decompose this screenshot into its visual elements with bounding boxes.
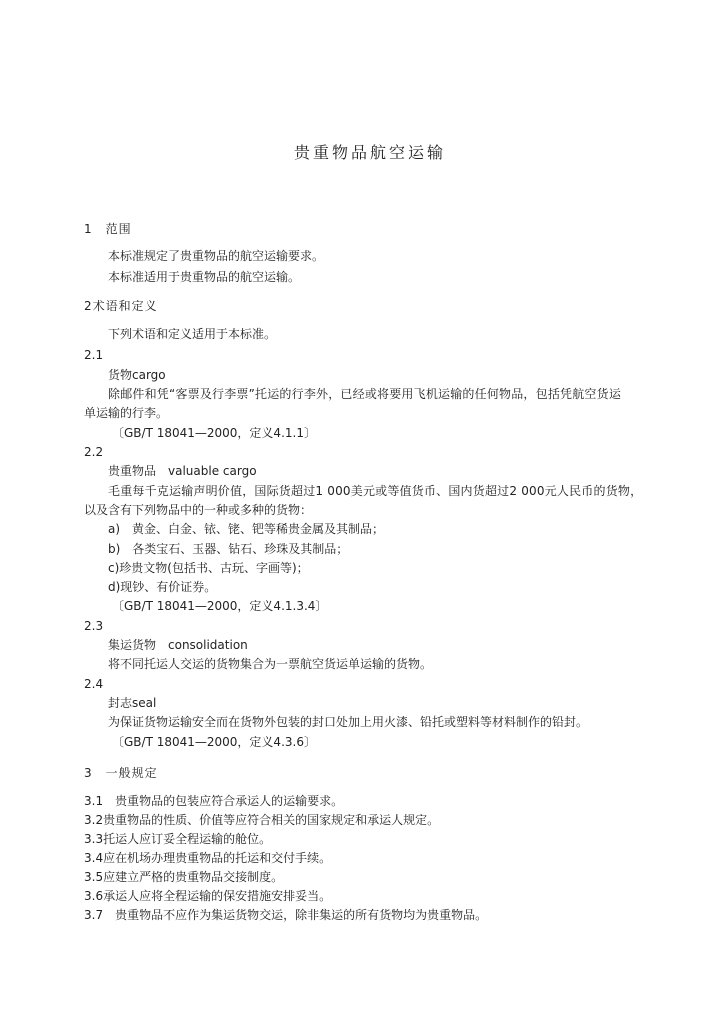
term-2-1-number: 2.1 (84, 348, 104, 362)
term-2-3-number: 2.3 (84, 619, 104, 633)
term-2-2-reference: 〔GB/T 18041—2000，定义4.1.3.4〕 (112, 599, 328, 613)
term-2-4-number: 2.4 (84, 677, 104, 691)
section-3-item: 3.6承运人应将全程运输的保安措施安排妥当。 (84, 889, 332, 903)
term-2-1-reference: 〔GB/T 18041—2000，定义4.1.1〕 (112, 426, 316, 440)
section-1-paragraph-2: 本标准适用于贵重物品的航空运输。 (108, 270, 301, 284)
section-2-heading: 2术语和定义 (84, 299, 158, 313)
section-3-item: 3.2贵重物品的性质、价值等应符合相关的国家规定和承运人规定。 (84, 813, 440, 827)
term-2-4-title: 封志seal (108, 696, 157, 710)
section-1-heading: 1 范围 (84, 222, 132, 236)
term-2-1-definition-line-2: 单运输的行李。 (84, 406, 169, 420)
section-3-item: 3.5应建立严格的贵重物品交接制度。 (84, 870, 284, 884)
page-title: 贵重物品航空运输 (294, 143, 447, 162)
term-2-2-number: 2.2 (84, 445, 104, 459)
term-2-1-definition-line-1: 除邮件和凭“客票及行李票”托运的行李外，已经或将要用飞机运输的任何物品，包括凭航空货运 (108, 387, 622, 401)
section-1-paragraph-1: 本标准规定了贵重物品的航空运输要求。 (108, 249, 325, 263)
section-3-item: 3.3托运人应订妥全程运输的舱位。 (84, 832, 272, 846)
term-2-2-definition-line-2: 以及含有下列物品中的一种或多种的货物： (84, 503, 313, 517)
section-2-intro: 下列术语和定义适用于本标准。 (108, 327, 277, 341)
term-2-2-title: 贵重物品 valuable cargo (108, 464, 257, 478)
term-2-4-reference: 〔GB/T 18041—2000，定义4.3.6〕 (112, 735, 316, 749)
term-2-3-title: 集运货物 consolidation (108, 638, 248, 652)
term-2-3-definition: 将不同托运人交运的货物集合为一票航空货运单运输的货物。 (108, 657, 433, 671)
term-2-2-item-b: b) 各类宝石、玉器、钻石、珍珠及其制品； (108, 542, 349, 556)
term-2-4-definition: 为保证货物运输安全而在货物外包装的封口处加上用火漆、铅托或塑料等材料制作的铅封。 (108, 715, 589, 729)
section-3-heading: 3 一般规定 (84, 766, 158, 780)
term-2-2-item-c: c)珍贵文物(包括书、古玩、字画等)； (108, 561, 309, 575)
term-2-2-definition-line-1: 毛重每千克运输声明价值，国际货超过1 000美元或等值货币、国内货超过2 000元人民币的货物， (108, 484, 643, 498)
term-2-2-item-a: a) 黄金、白金、铱、铑、钯等稀贵金属及其制品； (108, 522, 385, 536)
section-3-item: 3.1 贵重物品的包装应符合承运人的运输要求。 (84, 794, 344, 808)
section-3-item: 3.4应在机场办理贵重物品的托运和交付手续。 (84, 851, 332, 865)
term-2-2-item-d: d)现钞、有价证券。 (108, 580, 217, 594)
term-2-1-title: 货物cargo (108, 368, 166, 382)
section-3-item: 3.7 贵重物品不应作为集运货物交运，除非集运的所有货物均为贵重物品。 (84, 908, 488, 922)
